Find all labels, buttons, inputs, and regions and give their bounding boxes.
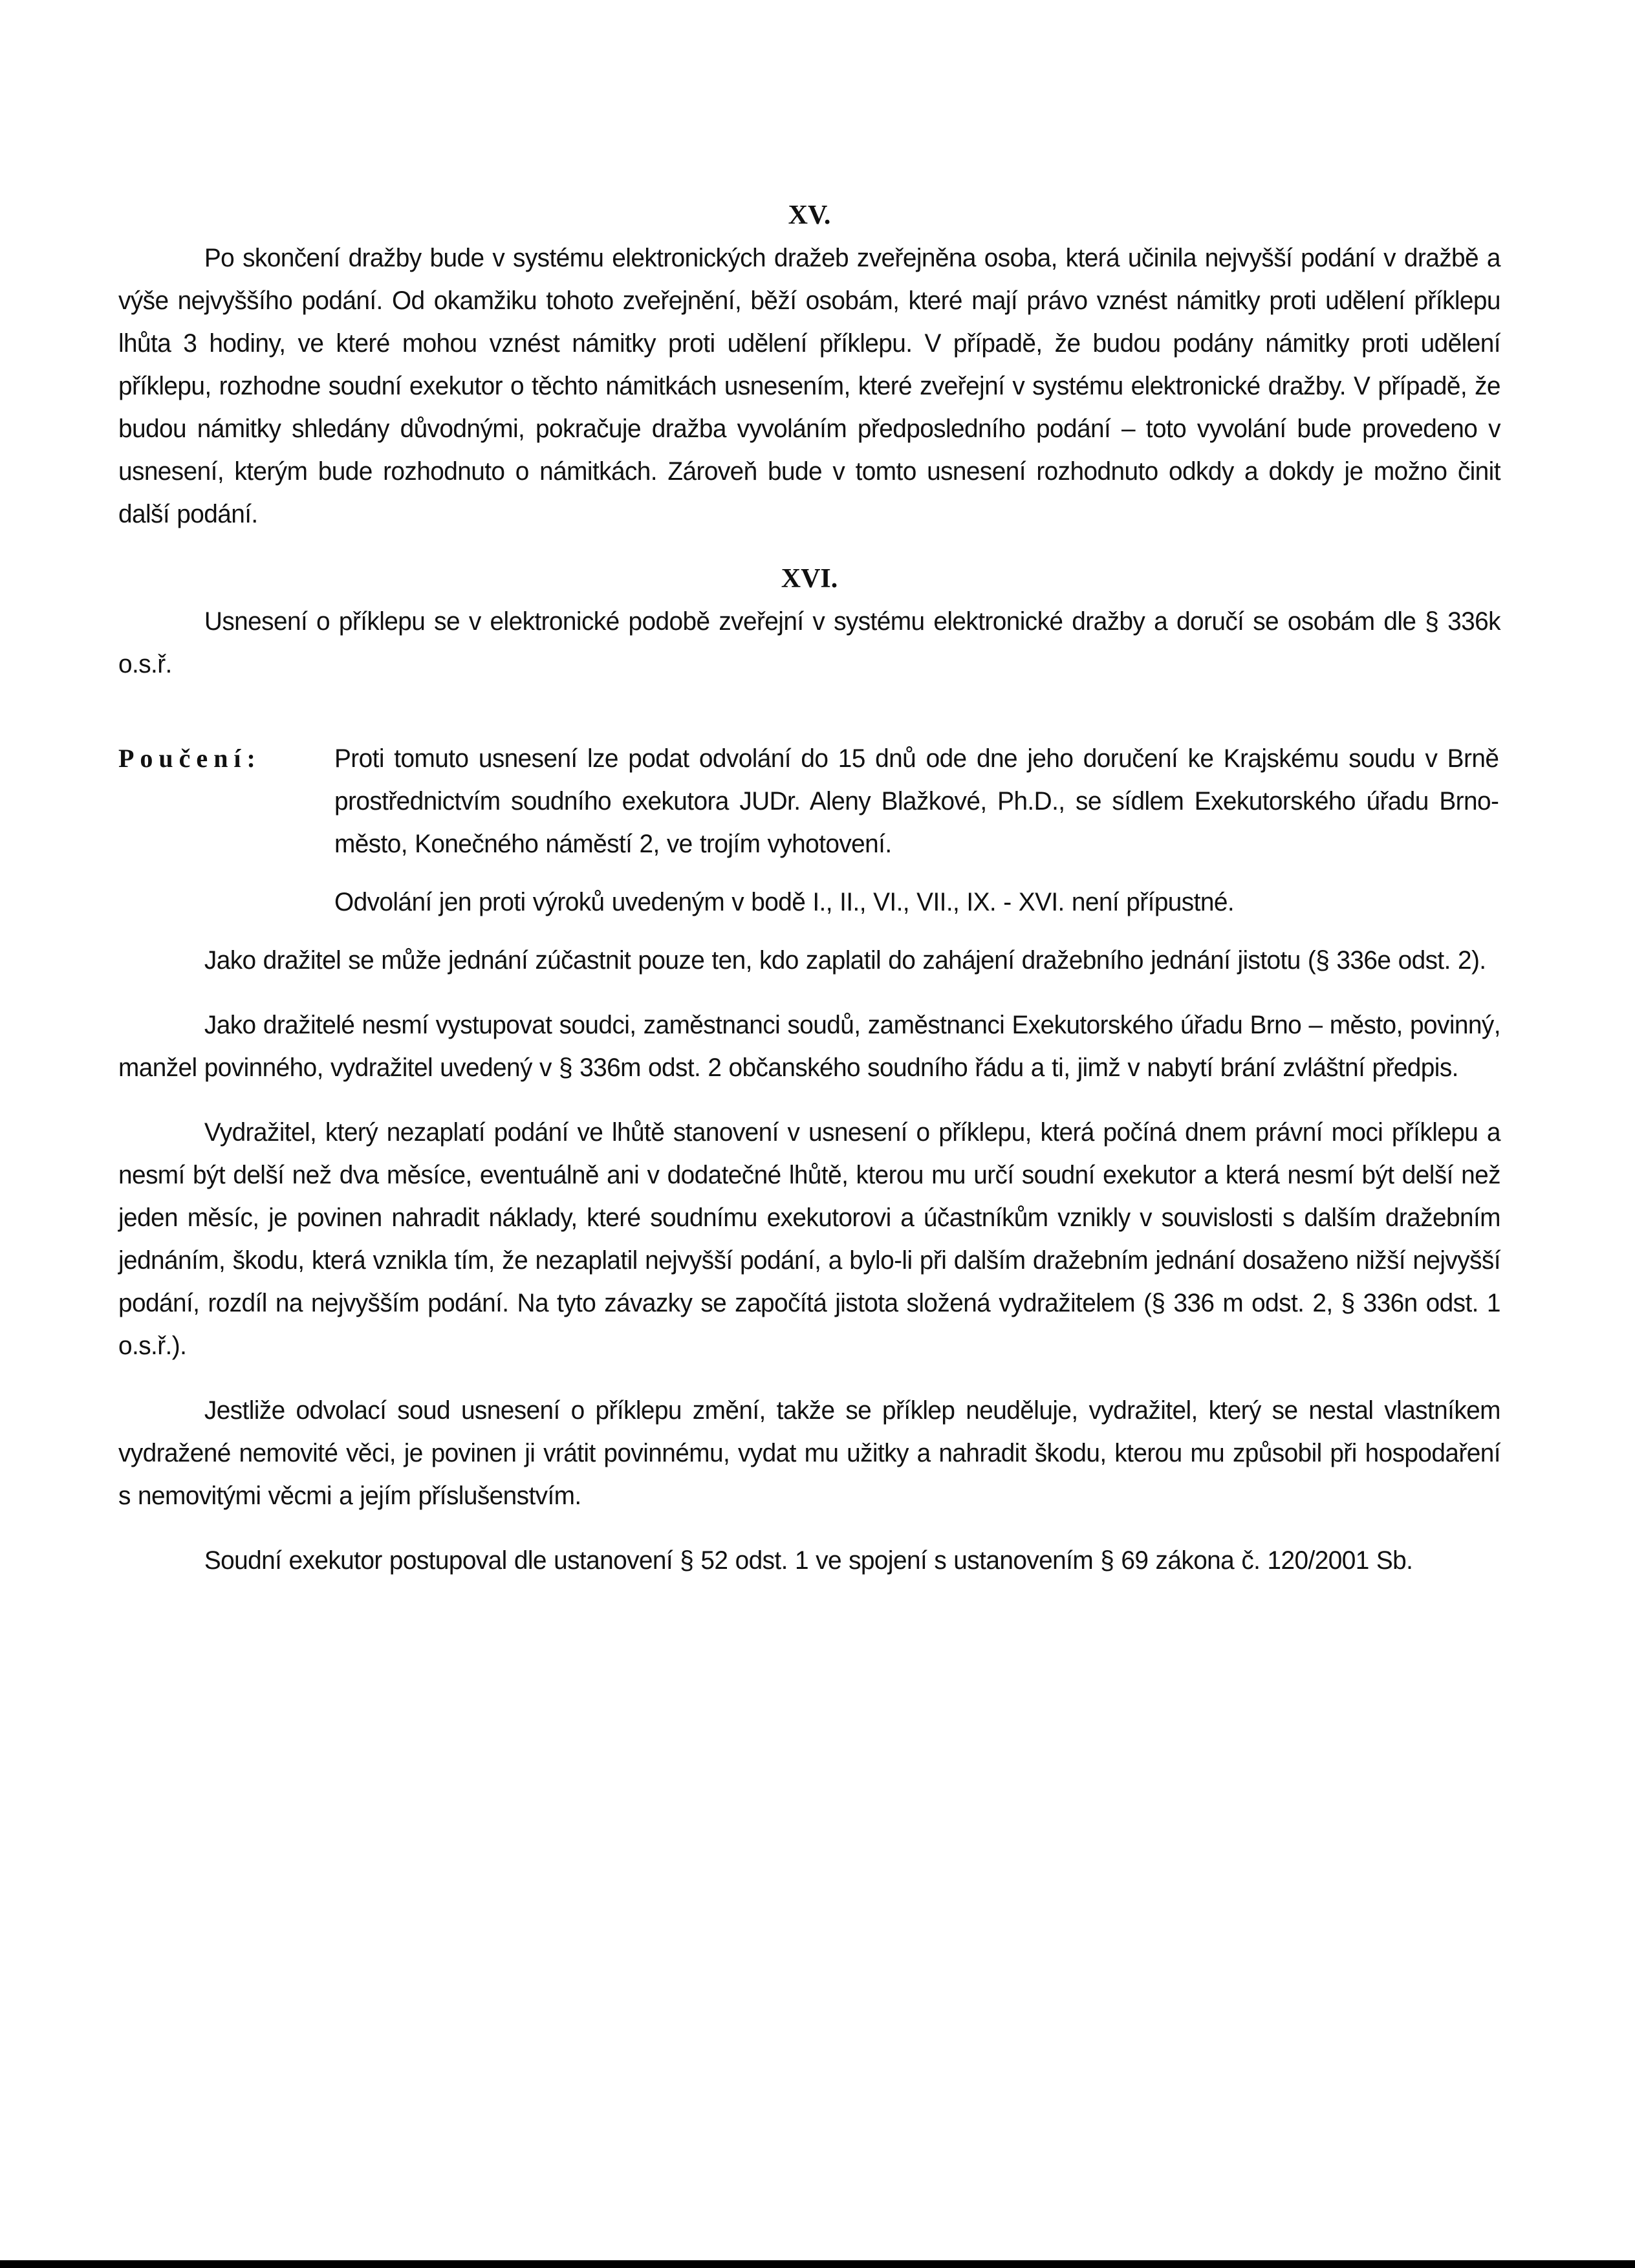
section-xvi-paragraph: Usnesení o příklepu se v elektronické podobě zveřejní v systému elektronické dražby a doručí se osobám dle § 336k o.s.ř.	[118, 607, 1500, 678]
closing-paragraph-appeal-change: Jestliže odvolací soud usnesení o příklepu změní, takže se příklep neuděluje, vydražitel, který se nestal vlastníkem vydražené nemovité věci, je povinen ji vrátit povinnému, vydat mu užitky a nahradit škodu, kterou mu způsobil při hospodaření s nemovitými věcmi a jejím příslušenstvím.	[118, 1396, 1500, 1510]
closing-paragraph-legal-basis: Soudní exekutor postupoval dle ustanovení § 52 odst. 1 ve spojení s ustanovením § 69 zákona č. 120/2001 Sb.	[204, 1546, 1413, 1575]
closing-paragraph-excluded-bidders: Jako dražitelé nesmí vystupovat soudci, zaměstnanci soudů, zaměstnanci Exekutorského úřadu Brno – město, povinný, manžel povinného, vydražitel uvedený v § 336m odst. 2 občanského soudního řádu a ti, jimž v nabytí brání zvláštní předpis.	[118, 1011, 1500, 1082]
section-heading-xv: XV.	[788, 200, 831, 230]
pouceni-body	[334, 737, 1535, 923]
pouceni-label: Poučení:	[118, 744, 261, 773]
section-heading-xvi: XVI.	[781, 564, 838, 594]
scan-edge-bar	[0, 2260, 1635, 2268]
pouceni-block	[118, 737, 1500, 923]
closing-paragraph-unpaid-bid: Vydražitel, který nezaplatí podání ve lhůtě stanovení v usnesení o příklepu, která počíná dnem právní moci příklepu a nesmí být delší než dva měsíce, eventuálně ani v dodatečné lhůtě, kterou mu určí soudní exekutor a která nesmí být delší než jeden měsíc, je povinen nahradit náklady, které soudnímu exekutorovi a účastníkům vznikly v souvislosti s dalším dražebním jednáním, škodu, která vznikla tím, že nezaplatil nejvyšší podání, a bylo-li při dalším dražebním jednání dosaženo nižší nejvyšší podání, rozdíl na nejvyšším podání. Na tyto závazky se započítá jistota složená vydražitelem (§ 336 m odst. 2, § 336n odst. 1 o.s.ř.).	[118, 1118, 1500, 1360]
section-xv-paragraph: Po skončení dražby bude v systému elektronických dražeb zveřejněna osoba, která učinila nejvyšší podání v dražbě a výše nejvyššího podání. Od okamžiku tohoto zveřejnění, běží osobám, které mají právo vznést námitky proti udělení příklepu lhůta 3 hodiny, ve které mohou vznést námitky proti udělení příklepu. V případě, že budou podány námitky proti udělení příklepu, rozhodne soudní exekutor o těchto námitkách usnesením, které zveřejní v systému elektronické dražby. V případě, že budou námitky shledány důvodnými, pokračuje dražba vyvoláním předposledního podání – toto vyvolání bude provedeno v usnesení, kterým bude rozhodnuto o námitkách. Zároveň bude v tomto usnesení rozhodnuto odkdy a dokdy je možno činit další podání.	[118, 244, 1500, 528]
pouceni-paragraph-appeal: Proti tomuto usnesení lze podat odvolání do 15 dnů ode dne jeho doručení ke Krajskému soudu v Brně prostřednictvím soudního exekutora JUDr. Aleny Blažkové, Ph.D., se sídlem Exekutorského úřadu Brno-město, Konečného náměstí 2, ve trojím vyhotovení.	[334, 744, 1499, 858]
pouceni-paragraph-exclusions: Odvolání jen proti výroků uvedeným v bodě I., II., VI., VII., IX. - XVI. není přípustné.	[334, 888, 1235, 916]
document-body	[118, 194, 1500, 1582]
closing-paragraph-bidder-deposit: Jako dražitel se může jednání zúčastnit pouze ten, kdo zaplatil do zahájení dražebního jednání jistotu (§ 336e odst. 2).	[204, 946, 1486, 975]
